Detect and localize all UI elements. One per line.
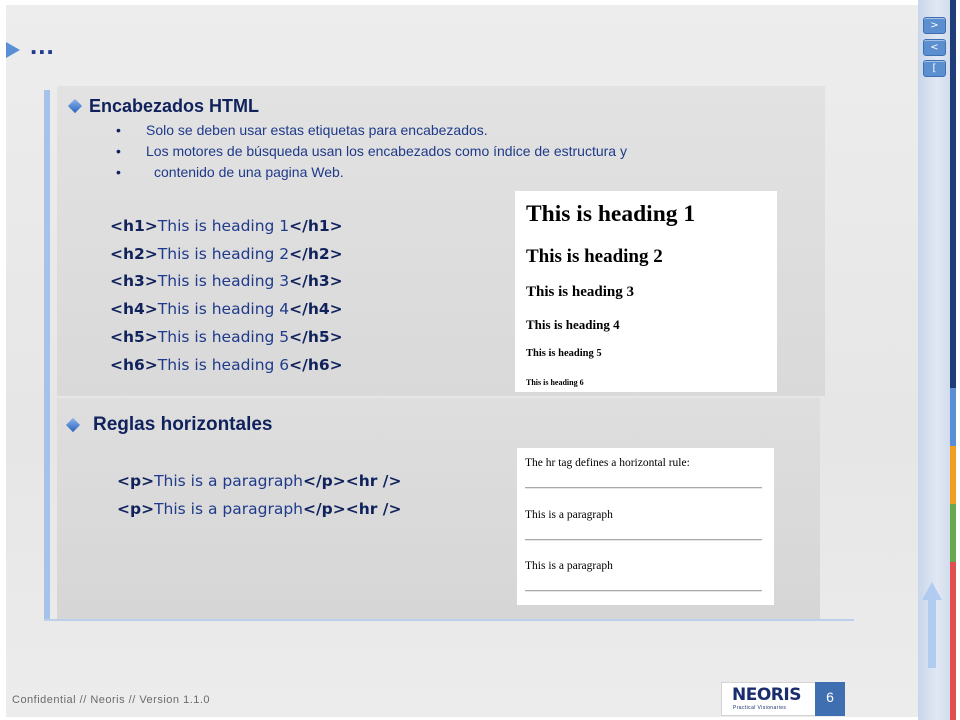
color-strip-green	[950, 504, 956, 562]
code-close-tag: </h4>	[289, 300, 343, 318]
code-close-tag: </h5>	[289, 328, 343, 346]
preview-horizontal-rule	[525, 590, 762, 592]
section-title-reglas: Reglas horizontales	[93, 414, 273, 435]
slide-title: ...	[30, 30, 55, 60]
code-hr-tag: <hr />	[345, 500, 402, 518]
preview-heading-2: This is heading 2	[526, 246, 663, 267]
code-open-tag: <p>	[117, 500, 155, 518]
code-line-h3	[110, 272, 343, 290]
bottom-divider	[44, 619, 854, 621]
code-close-tag: </h6>	[289, 356, 343, 374]
code-text: This is heading 4	[157, 300, 290, 318]
color-strip-navy	[950, 0, 956, 388]
color-strip-orange	[950, 446, 956, 504]
logo-tagline: Practical Visionaries	[733, 705, 787, 711]
bullet-item: • Solo se deben usar estas etiquetas para encabezados.	[114, 120, 714, 141]
preview-horizontal-rule	[525, 487, 762, 489]
code-line-h5	[110, 328, 343, 346]
code-hr-tag: <hr />	[345, 472, 402, 490]
neoris-logo	[721, 682, 816, 716]
code-close-tag: </h1>	[289, 217, 343, 235]
preview-hr-intro: The hr tag defines a horizontal rule:	[525, 457, 690, 469]
preview-paragraph: This is a paragraph	[525, 560, 613, 572]
bullet-continuation: • contenido de una pagina Web.	[114, 162, 714, 183]
preview-heading-1: This is heading 1	[526, 201, 696, 227]
bullet-list	[114, 120, 714, 183]
color-strip-red	[950, 562, 956, 720]
logo-text: NEORIS	[732, 685, 801, 705]
preview-horizontal-rule	[525, 539, 762, 541]
code-close-tag: </p>	[303, 500, 346, 518]
code-open-tag: <p>	[117, 472, 155, 490]
code-text: This is a paragraph	[154, 472, 303, 490]
code-close-tag: </h3>	[289, 272, 343, 290]
code-line-paragraph-hr	[117, 472, 401, 490]
code-open-tag: <h6>	[110, 356, 158, 374]
bullet-item: • Los motores de búsqueda usan los encabezados como índice de estructura y	[114, 141, 714, 162]
code-line-h1	[110, 217, 343, 235]
title-arrow-icon	[6, 42, 20, 58]
preview-heading-4: This is heading 4	[526, 317, 620, 332]
menu-button[interactable]: [	[923, 60, 946, 77]
code-line-h6	[110, 356, 343, 374]
section-title-encabezados: Encabezados HTML	[89, 96, 260, 116]
up-arrow-icon	[920, 580, 944, 670]
code-text: This is a paragraph	[154, 500, 303, 518]
code-open-tag: <h3>	[110, 272, 158, 290]
headings-preview-image	[515, 191, 777, 392]
code-open-tag: <h2>	[110, 245, 158, 263]
preview-paragraph: This is a paragraph	[525, 509, 613, 521]
preview-heading-3: This is heading 3	[526, 284, 634, 300]
code-line-h4	[110, 300, 343, 318]
code-close-tag: </h2>	[289, 245, 343, 263]
code-open-tag: <h1>	[110, 217, 158, 235]
code-text: This is heading 2	[157, 245, 290, 263]
code-open-tag: <h4>	[110, 300, 158, 318]
code-text: This is heading 5	[157, 328, 290, 346]
previous-slide-button[interactable]: <	[923, 39, 946, 56]
page-number: 6	[815, 682, 845, 716]
preview-heading-5: This is heading 5	[526, 348, 602, 359]
preview-heading-6: This is heading 6	[526, 378, 584, 387]
code-line-h2	[110, 245, 343, 263]
code-line-paragraph-hr	[117, 500, 401, 518]
color-strip-blue	[950, 388, 956, 446]
code-text: This is heading 6	[157, 356, 290, 374]
code-text: This is heading 1	[157, 217, 290, 235]
left-accent-bar	[44, 90, 50, 620]
hr-preview-image	[517, 448, 774, 605]
code-close-tag: </p>	[303, 472, 346, 490]
code-open-tag: <h5>	[110, 328, 158, 346]
code-text: This is heading 3	[157, 272, 290, 290]
footer-confidential: Confidential // Neoris // Version 1.1.0	[12, 694, 211, 706]
next-slide-button[interactable]: >	[923, 17, 946, 34]
